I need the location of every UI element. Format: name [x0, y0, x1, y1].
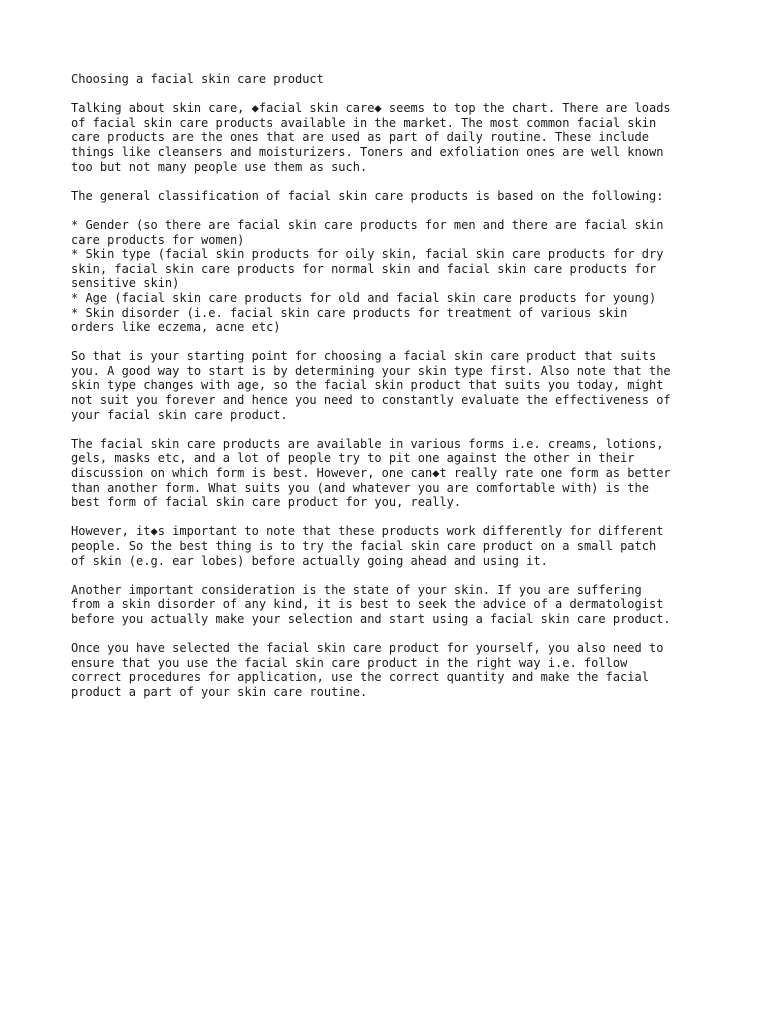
- text-line: Once you have selected the facial skin care product for yourself, you also need to: [71, 641, 664, 656]
- document-page: [71, 72, 711, 714]
- text-line: The facial skin care products are available in various forms i.e. creams, lotions,: [71, 436, 664, 451]
- text-line: from a skin disorder of any kind, it is best to seek the advice of a dermatologist: [71, 597, 664, 612]
- text-line: people. So the best thing is to try the facial skin care product on a small patch: [71, 539, 657, 553]
- text-line: too but not many people use them as such.: [71, 159, 368, 174]
- text-line: things like cleansers and moisturizers. Toners and exfoliation ones are well known: [71, 144, 664, 159]
- text-line: care products for women): [71, 232, 245, 247]
- text-line: * Age (facial skin care products for old and facial skin care products for young): [71, 290, 657, 305]
- document-title: Choosing a facial skin care product: [71, 72, 324, 86]
- text-line: care products are the ones that are used as part of daily routine. These include: [71, 130, 649, 145]
- paragraph: [71, 349, 711, 422]
- text-line: skin type changes with age, so the facial skin product that suits you today, might: [71, 378, 664, 393]
- text-line: * Skin type (facial skin products for oily skin, facial skin care products for dry: [71, 247, 664, 262]
- text-line: correct procedures for application, use the correct quantity and make the facial: [71, 670, 649, 685]
- text-line: So that is your starting point for choosing a facial skin care product that suits: [71, 349, 657, 364]
- document-body: [71, 101, 711, 699]
- text-line: sensitive skin): [71, 276, 180, 291]
- text-line: Talking about skin care, ◆facial skin care◆ seems to top the chart. There are loads: [71, 101, 671, 116]
- paragraph: [71, 437, 711, 510]
- text-line: skin, facial skin care products for normal skin and facial skin care products for: [71, 261, 657, 276]
- paragraph: [71, 641, 711, 699]
- text-line: of skin (e.g. ear lobes) before actually going ahead and using it.: [71, 553, 548, 568]
- text-line: product a part of your skin care routine.: [71, 684, 368, 699]
- text-line: gels, masks etc, and a lot of people try to pit one against the other in their: [71, 451, 635, 466]
- text-line: ensure that you use the facial skin care product in the right way i.e. follow: [71, 655, 628, 670]
- text-line: your facial skin care product.: [71, 407, 288, 422]
- paragraph: [71, 524, 711, 568]
- text-line: before you actually make your selection and start using a facial skin care product.: [71, 611, 671, 626]
- paragraph: [71, 189, 711, 204]
- text-line: However, it◆s important to note that these products work differently for different: [71, 524, 664, 539]
- text-line: * Gender (so there are facial skin care products for men and there are facial skin: [71, 217, 664, 232]
- paragraph: [71, 101, 711, 174]
- text-line: best form of facial skin care product for you, really.: [71, 495, 462, 510]
- paragraph: [71, 218, 711, 335]
- text-line: orders like eczema, acne etc): [71, 320, 281, 335]
- document-title-block: [71, 72, 711, 87]
- text-line: of facial skin care products available in the market. The most common facial skin: [71, 115, 657, 130]
- text-line: not suit you forever and hence you need to constantly evaluate the effectiveness of: [71, 393, 671, 408]
- text-line: The general classification of facial skin care products is based on the following:: [71, 188, 664, 203]
- text-line: discussion on which form is best. However, one can◆t really rate one form as better: [71, 466, 671, 481]
- paragraph: [71, 583, 711, 627]
- text-line: than another form. What suits you (and whatever you are comfortable with) is the: [71, 480, 649, 495]
- text-line: * Skin disorder (i.e. facial skin care products for treatment of various skin: [71, 305, 628, 320]
- text-line: you. A good way to start is by determining your skin type first. Also note that the: [71, 363, 671, 378]
- text-line: Another important consideration is the state of your skin. If you are suffering: [71, 582, 642, 597]
